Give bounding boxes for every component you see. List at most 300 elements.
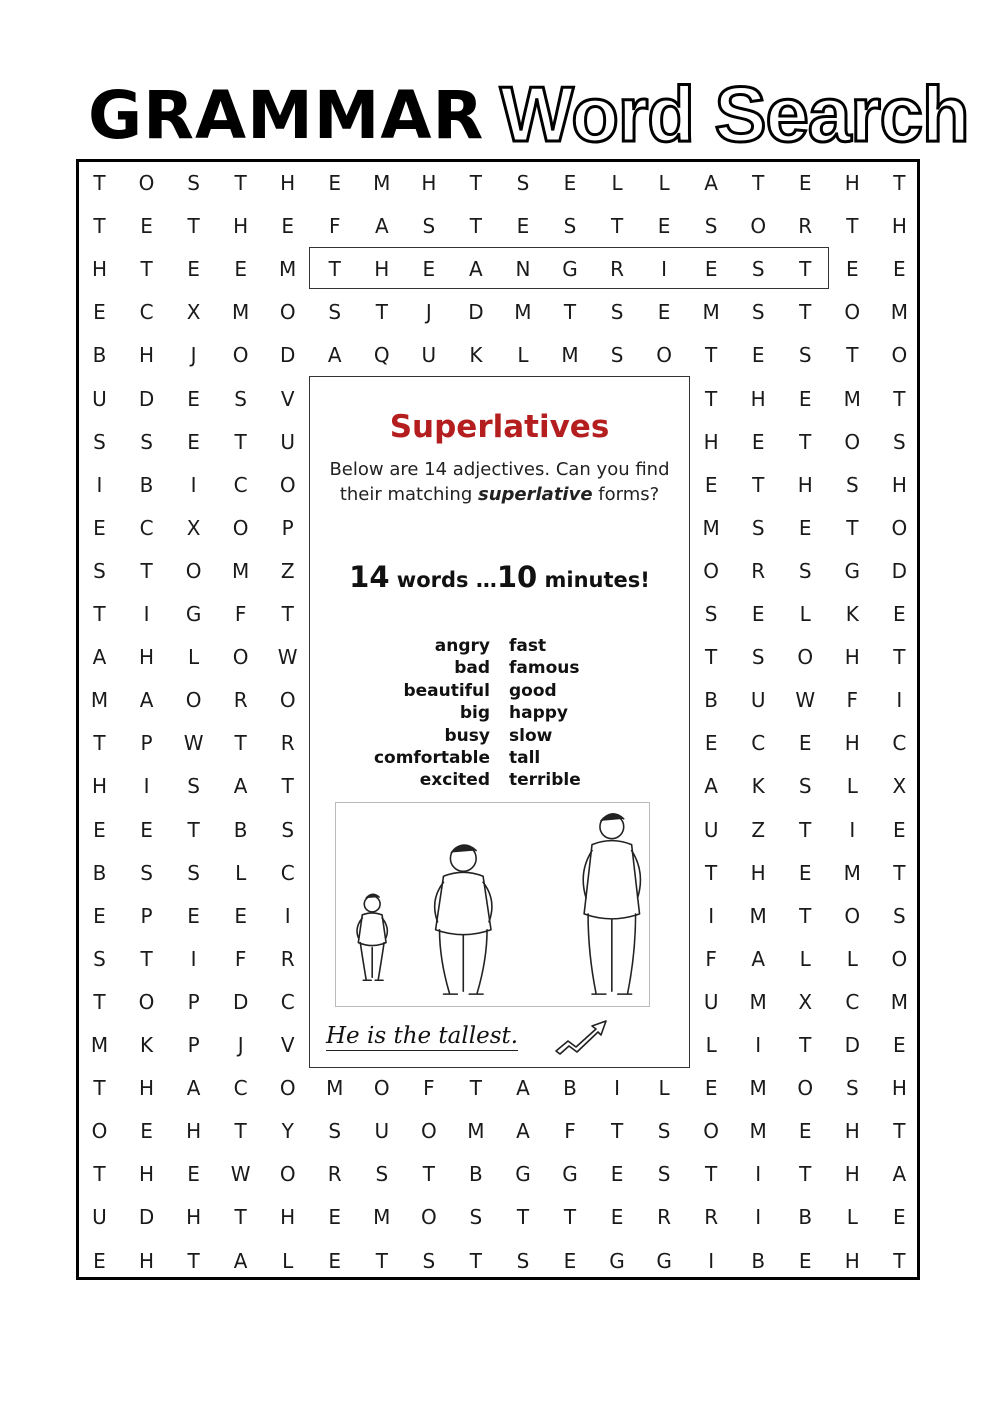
grid-letter[interactable]: I (755, 1033, 762, 1057)
grid-letter[interactable]: O (279, 300, 296, 325)
grid-letter[interactable]: D (891, 558, 908, 583)
grid-letter[interactable]: H (139, 1248, 155, 1273)
grid-letter[interactable]: A (516, 1119, 530, 1144)
grid-letter[interactable]: U (703, 989, 719, 1014)
grid-letter[interactable]: E (563, 171, 577, 195)
grid-letter[interactable]: O (279, 1162, 296, 1187)
grid-letter[interactable]: G (844, 558, 861, 583)
grid-letter[interactable]: J (237, 1033, 244, 1057)
grid-letter[interactable]: U (750, 688, 766, 713)
grid-letter[interactable]: L (705, 1033, 717, 1057)
grid-letter[interactable]: I (708, 903, 715, 928)
grid-letter[interactable]: R (233, 688, 248, 713)
grid-letter[interactable]: C (233, 1076, 248, 1101)
grid-letter[interactable]: E (610, 1162, 624, 1187)
grid-letter[interactable]: A (469, 257, 483, 282)
grid-letter[interactable]: P (140, 903, 153, 928)
grid-letter[interactable]: F (846, 688, 859, 713)
grid-letter[interactable]: B (139, 472, 154, 497)
grid-letter[interactable]: S (187, 774, 200, 799)
grid-letter[interactable]: J (190, 343, 197, 368)
grid-letter[interactable]: R (610, 257, 624, 282)
grid-letter[interactable]: G (562, 257, 578, 282)
grid-letter[interactable]: T (93, 731, 106, 756)
grid-letter[interactable]: H (844, 645, 860, 670)
grid-letter[interactable]: H (844, 731, 860, 756)
grid-letter[interactable]: C (280, 860, 295, 885)
grid-letter[interactable]: L (799, 946, 811, 971)
grid-letter[interactable]: S (93, 946, 106, 971)
grid-letter[interactable]: S (375, 1162, 389, 1187)
grid-letter[interactable]: E (657, 214, 671, 239)
grid-letter[interactable]: A (704, 774, 718, 799)
grid-letter[interactable]: T (234, 1205, 247, 1230)
grid-letter[interactable]: O (138, 989, 155, 1014)
grid-letter[interactable]: R (798, 214, 813, 239)
grid-letter[interactable]: S (845, 1076, 859, 1101)
grid-letter[interactable]: M (232, 558, 250, 583)
grid-letter[interactable]: S (234, 386, 247, 411)
grid-letter[interactable]: S (751, 515, 765, 540)
grid-letter[interactable]: E (234, 903, 247, 928)
grid-letter[interactable]: E (516, 214, 530, 239)
grid-letter[interactable]: E (704, 731, 718, 756)
grid-letter[interactable]: M (514, 300, 532, 325)
grid-letter[interactable]: T (846, 515, 859, 540)
grid-letter[interactable]: E (234, 257, 247, 282)
grid-letter[interactable]: O (232, 343, 249, 368)
grid-letter[interactable]: H (844, 1248, 860, 1273)
grid-letter[interactable]: S (140, 860, 153, 885)
grid-letter[interactable]: R (751, 558, 766, 583)
grid-letter[interactable]: T (281, 774, 294, 799)
grid-letter[interactable]: A (186, 1076, 201, 1101)
grid-letter[interactable]: G (185, 602, 202, 626)
grid-letter[interactable]: S (798, 558, 812, 583)
grid-letter[interactable]: H (891, 472, 907, 497)
grid-letter[interactable]: M (232, 300, 250, 325)
grid-letter[interactable]: R (327, 1162, 342, 1187)
grid-letter[interactable]: T (234, 171, 247, 195)
grid-letter[interactable]: W (795, 688, 816, 713)
grid-letter[interactable]: M (326, 1076, 344, 1101)
grid-letter[interactable]: T (93, 1076, 106, 1101)
grid-letter[interactable]: T (140, 257, 153, 282)
grid-letter[interactable]: I (143, 602, 150, 626)
grid-letter[interactable]: A (704, 171, 718, 195)
grid-letter[interactable]: S (751, 257, 765, 282)
grid-letter[interactable]: R (704, 1205, 719, 1230)
grid-letter[interactable]: E (140, 1119, 153, 1144)
grid-letter[interactable]: T (469, 171, 482, 195)
grid-letter[interactable]: O (185, 688, 202, 713)
grid-letter[interactable]: C (845, 989, 860, 1014)
grid-letter[interactable]: E (893, 1205, 906, 1230)
grid-letter[interactable]: M (373, 1205, 391, 1230)
grid-letter[interactable]: N (515, 257, 531, 282)
grid-letter[interactable]: O (844, 300, 861, 325)
grid-letter[interactable]: M (843, 386, 861, 411)
grid-letter[interactable]: S (328, 1119, 342, 1144)
grid-letter[interactable]: R (657, 1205, 672, 1230)
grid-letter[interactable]: E (798, 171, 812, 195)
grid-letter[interactable]: T (469, 1248, 482, 1273)
grid-letter[interactable]: C (233, 472, 248, 497)
grid-letter[interactable]: G (515, 1162, 531, 1187)
grid-letter[interactable]: G (562, 1162, 578, 1187)
grid-letter[interactable]: L (235, 860, 247, 885)
grid-letter[interactable]: E (93, 515, 106, 540)
grid-letter[interactable]: E (281, 214, 294, 239)
grid-letter[interactable]: E (657, 300, 671, 325)
grid-letter[interactable]: S (610, 343, 624, 368)
grid-letter[interactable]: H (91, 257, 108, 282)
grid-letter[interactable]: S (610, 300, 624, 325)
grid-letter[interactable]: E (140, 817, 153, 842)
grid-letter[interactable]: K (469, 343, 483, 368)
grid-letter[interactable]: E (798, 731, 812, 756)
grid-letter[interactable]: A (327, 343, 342, 368)
grid-letter[interactable]: O (91, 1119, 108, 1144)
grid-letter[interactable]: E (93, 903, 106, 928)
grid-letter[interactable]: I (96, 472, 103, 497)
grid-letter[interactable]: O (891, 343, 908, 368)
grid-letter[interactable]: T (799, 300, 812, 325)
grid-letter[interactable]: T (610, 214, 624, 239)
grid-letter[interactable]: E (93, 300, 106, 325)
grid-letter[interactable]: I (661, 257, 668, 282)
grid-letter[interactable]: E (798, 515, 812, 540)
grid-letter[interactable]: O (844, 429, 861, 454)
grid-letter[interactable]: M (890, 300, 908, 325)
grid-letter[interactable]: M (843, 860, 861, 885)
grid-letter[interactable]: T (140, 946, 153, 971)
grid-letter[interactable]: F (423, 1076, 435, 1101)
grid-letter[interactable]: L (846, 1205, 858, 1230)
grid-letter[interactable]: T (799, 1162, 812, 1187)
grid-letter[interactable]: F (564, 1119, 576, 1144)
grid-letter[interactable]: M (749, 903, 767, 928)
grid-letter[interactable]: T (375, 1248, 388, 1273)
grid-letter[interactable]: D (138, 1205, 155, 1230)
grid-letter[interactable]: T (705, 386, 718, 411)
grid-letter[interactable]: E (798, 1248, 812, 1273)
grid-letter[interactable]: H (280, 171, 296, 195)
grid-letter[interactable]: H (374, 257, 390, 282)
grid-letter[interactable]: T (516, 1205, 530, 1230)
grid-letter[interactable]: H (139, 1162, 155, 1187)
grid-letter[interactable]: A (516, 1076, 530, 1101)
grid-letter[interactable]: O (656, 343, 672, 368)
grid-letter[interactable]: S (187, 860, 200, 885)
grid-letter[interactable]: D (844, 1033, 860, 1057)
grid-letter[interactable]: E (893, 817, 906, 842)
grid-letter[interactable]: S (845, 472, 859, 497)
grid-letter[interactable]: I (614, 1076, 620, 1101)
grid-letter[interactable]: O (420, 1119, 437, 1144)
grid-letter[interactable]: S (563, 214, 577, 239)
grid-letter[interactable]: H (891, 1076, 907, 1101)
grid-letter[interactable]: S (281, 817, 295, 842)
grid-letter[interactable]: H (280, 1205, 296, 1230)
grid-letter[interactable]: F (234, 946, 247, 971)
grid-letter[interactable]: H (844, 1162, 860, 1187)
grid-letter[interactable]: O (797, 1076, 814, 1101)
grid-letter[interactable]: C (892, 731, 907, 756)
grid-letter[interactable]: S (328, 300, 342, 325)
grid-letter[interactable]: S (892, 429, 906, 454)
grid-letter[interactable]: T (375, 300, 388, 325)
grid-letter[interactable]: T (187, 1248, 200, 1273)
grid-letter[interactable]: M (702, 300, 720, 325)
grid-letter[interactable]: A (233, 774, 248, 799)
grid-letter[interactable]: L (188, 645, 200, 670)
grid-letter[interactable]: S (516, 1248, 530, 1273)
grid-letter[interactable]: E (187, 257, 200, 282)
grid-letter[interactable]: T (705, 860, 718, 885)
grid-letter[interactable]: E (328, 1205, 342, 1230)
grid-letter[interactable]: S (751, 645, 765, 670)
grid-letter[interactable]: T (469, 214, 482, 239)
grid-letter[interactable]: U (421, 343, 437, 368)
grid-letter[interactable]: H (703, 429, 719, 454)
grid-letter[interactable]: L (658, 1076, 670, 1101)
grid-letter[interactable]: I (755, 1205, 762, 1230)
grid-letter[interactable]: X (892, 774, 907, 799)
grid-letter[interactable]: H (797, 472, 813, 497)
grid-letter[interactable]: E (93, 817, 106, 842)
grid-letter[interactable]: A (374, 214, 389, 239)
grid-letter[interactable]: B (469, 1162, 483, 1187)
grid-letter[interactable]: T (422, 1162, 435, 1187)
grid-letter[interactable]: D (232, 989, 249, 1014)
grid-letter[interactable]: H (139, 645, 155, 670)
grid-letter[interactable]: H (844, 1119, 860, 1144)
grid-letter[interactable]: E (798, 1119, 812, 1144)
grid-letter[interactable]: I (284, 903, 291, 928)
grid-letter[interactable]: K (751, 774, 765, 799)
grid-letter[interactable]: M (279, 257, 297, 282)
grid-letter[interactable]: T (328, 257, 341, 282)
grid-letter[interactable]: U (92, 386, 107, 411)
grid-letter[interactable]: T (610, 1119, 624, 1144)
grid-letter[interactable]: X (186, 515, 201, 540)
grid-letter[interactable]: S (798, 774, 812, 799)
grid-letter[interactable]: S (798, 343, 812, 368)
grid-letter[interactable]: V (280, 386, 295, 411)
grid-letter[interactable]: P (187, 989, 200, 1014)
grid-letter[interactable]: S (422, 214, 436, 239)
grid-letter[interactable]: T (234, 731, 247, 756)
grid-letter[interactable]: F (328, 214, 341, 239)
grid-letter[interactable]: T (563, 300, 577, 325)
grid-letter[interactable]: J (425, 300, 432, 325)
grid-letter[interactable]: E (563, 1248, 577, 1273)
grid-letter[interactable]: D (138, 386, 155, 411)
grid-letter[interactable]: T (234, 429, 247, 454)
grid-letter[interactable]: U (703, 817, 719, 842)
grid-letter[interactable]: C (139, 300, 154, 325)
grid-letter[interactable]: M (373, 171, 391, 195)
grid-letter[interactable]: I (190, 946, 197, 971)
grid-letter[interactable]: O (232, 645, 249, 670)
grid-letter[interactable]: T (799, 429, 812, 454)
grid-letter[interactable]: I (849, 817, 856, 842)
grid-letter[interactable]: H (91, 774, 108, 799)
grid-letter[interactable]: T (140, 558, 153, 583)
grid-letter[interactable]: H (750, 860, 766, 885)
grid-letter[interactable]: L (846, 774, 858, 799)
grid-letter[interactable]: M (749, 1119, 767, 1144)
grid-letter[interactable]: E (610, 1205, 624, 1230)
grid-letter[interactable]: L (799, 602, 811, 626)
grid-letter[interactable]: B (92, 860, 107, 885)
grid-letter[interactable]: R (280, 731, 295, 756)
grid-letter[interactable]: X (186, 300, 201, 325)
grid-letter[interactable]: T (893, 386, 906, 411)
grid-letter[interactable]: U (280, 429, 295, 454)
grid-letter[interactable]: H (891, 214, 907, 239)
grid-letter[interactable]: T (281, 602, 294, 626)
grid-letter[interactable]: O (797, 645, 814, 670)
grid-letter[interactable]: E (422, 257, 436, 282)
grid-letter[interactable]: O (750, 214, 767, 239)
grid-letter[interactable]: E (798, 860, 812, 885)
grid-letter[interactable]: T (799, 817, 812, 842)
grid-letter[interactable]: T (846, 214, 859, 239)
grid-letter[interactable]: H (186, 1205, 202, 1230)
grid-letter[interactable]: E (187, 386, 200, 411)
grid-letter[interactable]: O (279, 688, 296, 713)
grid-letter[interactable]: O (138, 171, 155, 195)
grid-letter[interactable]: T (893, 171, 906, 195)
grid-letter[interactable]: S (93, 558, 106, 583)
grid-letter[interactable]: O (891, 946, 908, 971)
grid-letter[interactable]: A (751, 946, 766, 971)
grid-letter[interactable]: X (798, 989, 813, 1014)
grid-letter[interactable]: O (703, 558, 720, 583)
grid-letter[interactable]: I (708, 1248, 715, 1273)
grid-letter[interactable]: H (186, 1119, 202, 1144)
grid-letter[interactable]: T (469, 1076, 482, 1101)
grid-letter[interactable]: L (611, 171, 623, 195)
grid-letter[interactable]: T (563, 1205, 577, 1230)
grid-letter[interactable]: S (422, 1248, 436, 1273)
grid-letter[interactable]: L (282, 1248, 294, 1273)
grid-letter[interactable]: T (705, 645, 718, 670)
grid-letter[interactable]: B (92, 343, 107, 368)
grid-letter[interactable]: T (893, 860, 906, 885)
grid-letter[interactable]: T (893, 1119, 906, 1144)
grid-letter[interactable]: S (469, 1205, 483, 1230)
grid-letter[interactable]: E (704, 472, 718, 497)
grid-letter[interactable]: E (187, 429, 200, 454)
grid-letter[interactable]: Z (751, 817, 766, 842)
grid-letter[interactable]: W (277, 645, 298, 670)
grid-letter[interactable]: D (279, 343, 296, 368)
grid-letter[interactable]: O (279, 1076, 296, 1101)
grid-letter[interactable]: T (799, 1033, 812, 1057)
grid-letter[interactable]: S (187, 171, 200, 195)
grid-letter[interactable]: T (752, 472, 765, 497)
grid-letter[interactable]: A (892, 1162, 907, 1187)
grid-letter[interactable]: C (139, 515, 154, 540)
grid-letter[interactable]: E (845, 257, 859, 282)
grid-letter[interactable]: O (844, 903, 861, 928)
grid-letter[interactable]: S (93, 429, 106, 454)
grid-letter[interactable]: L (658, 171, 670, 195)
grid-letter[interactable]: O (420, 1205, 437, 1230)
grid-letter[interactable]: M (467, 1119, 485, 1144)
grid-letter[interactable]: T (799, 257, 812, 282)
grid-letter[interactable]: H (421, 171, 437, 195)
grid-letter[interactable]: T (893, 1248, 906, 1273)
grid-letter[interactable]: I (755, 1162, 762, 1187)
grid-letter[interactable]: T (799, 903, 812, 928)
grid-letter[interactable]: B (704, 688, 718, 713)
grid-letter[interactable]: M (561, 343, 579, 368)
grid-letter[interactable]: T (93, 171, 106, 195)
grid-letter[interactable]: R (280, 946, 295, 971)
grid-letter[interactable]: B (563, 1076, 577, 1101)
grid-letter[interactable]: T (187, 817, 200, 842)
grid-letter[interactable]: E (751, 602, 765, 626)
grid-letter[interactable]: I (896, 688, 903, 713)
grid-letter[interactable]: O (703, 1119, 720, 1144)
grid-letter[interactable]: E (140, 214, 153, 239)
grid-letter[interactable]: T (234, 1119, 247, 1144)
grid-letter[interactable]: E (328, 1248, 342, 1273)
grid-letter[interactable]: H (233, 214, 249, 239)
grid-letter[interactable]: B (751, 1248, 766, 1273)
grid-letter[interactable]: A (233, 1248, 248, 1273)
grid-letter[interactable]: P (281, 515, 294, 540)
grid-letter[interactable]: D (468, 300, 484, 325)
grid-letter[interactable]: E (328, 171, 342, 195)
grid-letter[interactable]: Z (280, 558, 295, 583)
grid-letter[interactable]: U (92, 1205, 107, 1230)
grid-letter[interactable]: C (751, 731, 766, 756)
grid-letter[interactable]: F (234, 602, 247, 626)
grid-letter[interactable]: B (233, 817, 248, 842)
grid-letter[interactable]: O (373, 1076, 390, 1101)
grid-letter[interactable]: T (93, 214, 106, 239)
grid-letter[interactable]: I (143, 774, 150, 799)
grid-letter[interactable]: O (279, 472, 296, 497)
grid-letter[interactable]: L (846, 946, 858, 971)
grid-letter[interactable]: Q (373, 343, 390, 368)
grid-letter[interactable]: H (750, 386, 766, 411)
grid-letter[interactable]: M (90, 688, 109, 713)
grid-letter[interactable]: T (93, 602, 106, 626)
grid-letter[interactable]: V (280, 1033, 295, 1057)
grid-letter[interactable]: S (892, 903, 906, 928)
grid-letter[interactable]: M (749, 989, 767, 1014)
grid-letter[interactable]: S (751, 300, 765, 325)
grid-letter[interactable]: E (93, 1248, 106, 1273)
grid-letter[interactable]: O (185, 558, 202, 583)
grid-letter[interactable]: I (190, 472, 197, 497)
grid-letter[interactable]: O (891, 515, 908, 540)
grid-letter[interactable]: E (704, 1076, 718, 1101)
grid-letter[interactable]: G (609, 1248, 625, 1273)
grid-letter[interactable]: M (749, 1076, 767, 1101)
grid-letter[interactable]: K (139, 1033, 154, 1057)
grid-letter[interactable]: S (657, 1162, 671, 1187)
grid-letter[interactable]: S (657, 1119, 671, 1144)
grid-letter[interactable]: H (139, 343, 155, 368)
grid-letter[interactable]: K (845, 602, 859, 626)
